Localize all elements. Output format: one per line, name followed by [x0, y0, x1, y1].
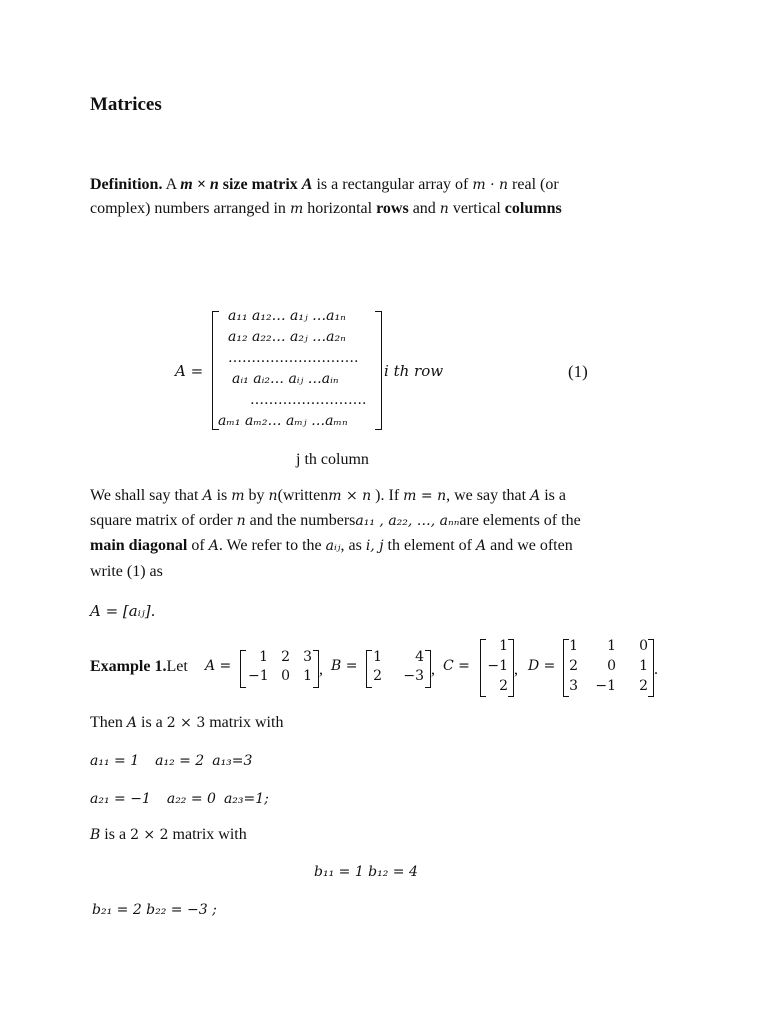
a22: a₂₂ = 0: [166, 791, 216, 807]
matrix-row-i: aᵢ₁ aᵢ₂… aᵢⱼ …aᵢₙ: [232, 371, 339, 387]
text: Let: [166, 658, 188, 675]
period: .: [654, 661, 658, 678]
text: is a: [540, 487, 566, 504]
matrix-C-cell: 1: [499, 638, 508, 654]
matrix-C-lhs: C =: [443, 658, 470, 674]
page-title: Matrices: [90, 94, 162, 115]
a23: a₂₃=1;: [223, 791, 269, 807]
var-B: B: [90, 827, 101, 843]
text: is: [212, 487, 232, 504]
definition-lead: Definition.: [90, 176, 163, 193]
a12: a₁₂ = 2: [155, 753, 205, 769]
text: horizontal: [303, 200, 377, 217]
comma: ,: [514, 661, 518, 678]
i-j: i, j: [365, 538, 384, 554]
paragraph-line-3: [90, 537, 573, 555]
matrix-row-dots-1: ……………………….: [228, 350, 359, 366]
var-A: A: [530, 488, 541, 504]
matrix-lhs: A =: [175, 362, 204, 380]
var-m: m: [289, 201, 304, 217]
main-diagonal-term: main diagonal: [90, 537, 188, 554]
equation-number: (1): [568, 362, 588, 381]
row-label: i th row: [384, 362, 444, 380]
text: vertical: [448, 200, 505, 217]
matrix-D-cell: 0: [639, 638, 648, 654]
var-A: A: [475, 538, 487, 554]
text: and we often: [486, 537, 573, 554]
matrix-A-cell: 1: [303, 668, 312, 684]
text: real (or: [508, 176, 559, 193]
matrix-D-cell: 2: [569, 658, 578, 674]
matrix-C-cell: 2: [499, 678, 508, 694]
mxn: m × n: [180, 176, 219, 193]
matrix-row-m: aₘ₁ aₘ₂… aₘⱼ …aₘₙ: [218, 413, 348, 429]
text: matrix with: [168, 826, 247, 843]
m-eq-n: m = n: [403, 488, 447, 504]
var-A: A: [126, 715, 137, 731]
a13: a₁₃=3: [212, 753, 253, 769]
a-entries-row-1: [90, 752, 252, 770]
matrix-B-cell: −3: [403, 668, 424, 684]
text: . We refer to the: [218, 537, 326, 554]
matrix-A-cell: 0: [281, 668, 290, 684]
var-n: n: [236, 513, 246, 529]
matrix-B-cell: 1: [373, 649, 382, 665]
definition-line-1: [90, 176, 559, 194]
example-lead: [90, 658, 188, 676]
dimension: 2 × 2: [130, 827, 169, 843]
text: are elements of the: [459, 512, 581, 529]
columns-term: columns: [504, 200, 562, 217]
column-label: j th column: [296, 451, 369, 468]
matrix-row-2: a₁₂ a₂₂… a₂ⱼ …a₂ₙ: [228, 329, 346, 345]
then-line: [90, 714, 283, 732]
matrix-D-cell: 1: [607, 638, 616, 654]
right-bracket: [375, 311, 382, 430]
text: is a: [100, 826, 131, 843]
b-entries-row-2: b₂₁ = 2 b₂₂ = −3 ;: [92, 902, 217, 918]
matrix-A-cell: −1: [248, 668, 269, 684]
mxn: m × n: [328, 488, 372, 504]
paragraph-line-4: write (1) as: [90, 563, 163, 580]
var-m: m: [231, 488, 245, 504]
aij-equation: A = [aᵢⱼ].: [90, 602, 156, 620]
comma: ,: [431, 661, 435, 678]
matrix-D-cell: 3: [569, 678, 578, 694]
matrix-C-cell: −1: [487, 658, 508, 674]
matrix-A-cell: 1: [259, 649, 268, 665]
var-A: A: [301, 176, 313, 193]
dimension: 2 × 3: [166, 715, 206, 731]
matrix-D-cell: 1: [639, 658, 648, 674]
text: is a: [137, 714, 167, 731]
diagonal-elements: a₁₁ , a₂₂, …, aₙₙ: [355, 513, 460, 529]
var-A: A: [208, 538, 219, 554]
example-title: Example 1.: [90, 658, 167, 675]
var-n: n: [268, 488, 278, 504]
rows-term: rows: [376, 200, 409, 217]
text: and: [408, 200, 440, 217]
matrix-A-left-bracket: [240, 650, 246, 688]
text: of: [187, 537, 209, 554]
comma: ,: [319, 661, 323, 678]
text: Then: [90, 714, 127, 731]
text: A: [162, 176, 181, 193]
m-dot-n: m · n: [472, 177, 509, 193]
matrix-A-cell: 3: [303, 649, 312, 665]
var-A: A: [202, 488, 213, 504]
matrix-A-cell: 2: [281, 649, 290, 665]
paragraph-line-1: [90, 487, 566, 505]
a-entries-row-2: [90, 790, 269, 808]
text: square matrix of order: [90, 512, 237, 529]
text: , we say that: [446, 487, 531, 504]
b-is-line: [90, 826, 247, 844]
size-matrix: size matrix: [218, 176, 302, 193]
a21: a₂₁ = −1: [90, 791, 151, 807]
text: and the numbers: [245, 512, 356, 529]
a11: a₁₁ = 1: [90, 753, 140, 769]
text: , as: [340, 537, 366, 554]
matrix-row-1: a₁₁ a₁₂… a₁ⱼ …a₁ₙ: [228, 308, 346, 324]
text: th element of: [383, 537, 476, 554]
matrix-B-cell: 4: [415, 649, 424, 665]
var-n: n: [439, 201, 449, 217]
text: (written: [277, 487, 329, 504]
text: matrix with: [205, 714, 284, 731]
matrix-D-cell: −1: [595, 678, 616, 694]
paragraph-line-2: [90, 512, 581, 530]
matrix-A-lhs: A =: [205, 658, 232, 674]
b-entries-row-1: b₁₁ = 1 b₁₂ = 4: [314, 864, 418, 880]
text: is a rectangular array of: [312, 176, 473, 193]
definition-line-2: [90, 200, 562, 218]
a-ij: aᵢⱼ: [325, 538, 341, 554]
text: complex) numbers arranged in: [90, 200, 290, 217]
text: by: [244, 487, 269, 504]
matrix-B-lhs: B =: [331, 658, 358, 674]
matrix-D-cell: 2: [639, 678, 648, 694]
text: ). If: [371, 487, 404, 504]
matrix-D-cell: 0: [607, 658, 616, 674]
matrix-D-cell: 1: [569, 638, 578, 654]
matrix-row-dots-2: …………………….: [250, 392, 367, 408]
text: We shall say that: [90, 487, 203, 504]
matrix-B-cell: 2: [373, 668, 382, 684]
matrix-D-lhs: D =: [528, 658, 556, 674]
